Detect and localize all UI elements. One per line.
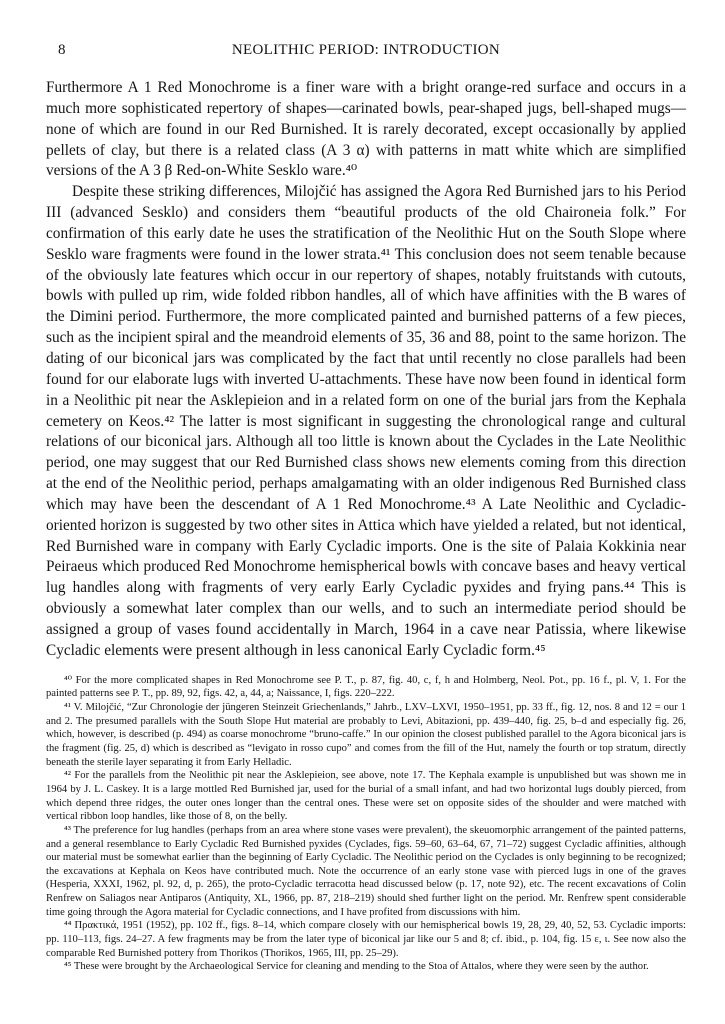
page-number: 8: [58, 42, 66, 58]
footnote-43: ⁴³ The preference for lug handles (perhaps from an area where stone vases were prevalent), the skeuomorphic arrangement of the painted patterns, and a general resemblance to Early Cycladic Red Burnished pyxides (Cyclades, figs. 59–60, 63–64, 67, 71–72) suggest Cycladic affinities, although our material must be somewhat earlier than the beginning of Early Cycladic. The Neolithic period on the Cyclades is only beginning to be recognized; the excavations at Kephala on Keos have contributed much. Note the occurrence of an early stone vase with pierced lugs in one of the graves (Hesperia, XXXI, 1962, pl. 92, d, p. 265), the proto-Cycladic terracotta head discussed below (p. 17, note 92), etc. The recent excavations of Colin Renfrew on Saliagos near Antiparos (Antiquity, XL, 1966, pp. 87, 218–219) should shed further light on the period. Mr. Renfrew spent considerable time going through the Agora material for Cycladic connections, and I have profited from discussions with him.: [46, 824, 686, 918]
page-header: [46, 42, 686, 66]
footnote-42: ⁴² For the parallels from the Neolithic pit near the Asklepieion, see above, note 17. The Kephala example is unpublished but was shown me in 1964 by J. L. Caskey. It is a large mottled Red Burnished jar, used for the burial of a small infant, and had two horizontal lugs doubly pierced, from which depend three ridges, the outer ones longer than the central ones. These were set on opposite sides of the shoulder and were matched with vertical ribbon loop handles, like those of 8, on the belly.: [46, 770, 686, 823]
footnote-41: ⁴¹ V. Milojčić, “Zur Chronologie der jüngeren Steinzeit Griechenlands,” Jahrb., LXV–LXVI, 1950–1951, pp. 33 ff., fig. 12, nos. 8 and 12 = our 1 and 2. The presumed parallels with the South Slope Hut material are probably to Levi, Abitazioni, pp. 439–440, fig. 25, b–d and especially fig. 26, which, however, is described (p. 494) as coarse monochrome “bruno-caffe.” In our opinion the closest published parallel to the Agora biconical jars is the fragment (fig. 25, d) which is described as “levigato in rosso cupo” and comes from the fill of the Hut, namely the fourth or top stratum, directly beneath the sterile layer separating it from Early Helladic.: [46, 701, 686, 768]
paragraph-2: Despite these striking differences, Milojčić has assigned the Agora Red Burnished jars to his Period III (advanced Sesklo) and considers them “beautiful products of the old Chaironeia folk.” For confirmation of this early date he uses the stratification of the Neolithic Hut on the South Slope where Sesklo ware fragments were found in the lower strata.⁴¹ This conclusion does not seem tenable because of the obviously late features which occur in our repertory of shapes, notably fruitstands with cutouts, bowls with pulled up rim, wide folded ribbon handles, all of which have affinities with the B wares of the Dimini period. Furthermore, the more complicated painted and burnished patterns of a few pieces, such as the incipient spiral and the meandroid elements of 35, 36 and 88, point to the same horizon. The dating of our biconical jars was complicated by the fact that until recently no close parallels had been found for our elaborate lugs with inverted U-attachments. These have now been found in identical form in a Neolithic pit near the Asklepieion and in a related form on one of the burial jars from the Kephala cemetery on Keos.⁴² The latter is most significant in suggesting the chronological range and cultural relations of our biconical jars. Although all too little is known about the Cyclades in the Late Neolithic period, one may suggest that our Red Burnished class shows new elements coming from this direction at the end of the Neolithic period, perhaps amalgamating with an older indigenous Red Burnished class which may have been the descendant of A 1 Red Monochrome.⁴³ A Late Neolithic and Cycladic-oriented horizon is suggested by two other sites in Attica which have yielded a related, but not identical, Red Burnished ware in company with Early Cycladic imports. One is the site of Palaia Kokkinia near Peiraeus which produced Red Monochrome hemispherical bowls with concave bases and heavy vertical lug handles along with fragments of very early Early Cycladic pyxides and frying pans.⁴⁴ This is obviously a somewhat later complex than our wells, and to such an intermediate period should be assigned a group of vases found accidentally in March, 1964 in a cave near Patissia, where likewise Cycladic elements were present although in less canonical Early Cycladic form.⁴⁵: [46, 183, 686, 659]
paragraph-1: Furthermore A 1 Red Monochrome is a finer ware with a bright orange-red surface and occurs in a much more sophisticated repertory of shapes—carinated bowls, pear-shaped jugs, bell-shaped mugs—none of which are found in our Red Burnished. It is rarely decorated, except occasionally by applied pellets of clay, but there is a related class (A 3 α) with patterns in matt white which are simplified versions of the A 3 β Red-on-White Sesklo ware.⁴⁰: [46, 79, 686, 180]
footnote-40: ⁴⁰ For the more complicated shapes in Red Monochrome see P. T., p. 87, fig. 40, c, f, h and Holmberg, Neol. Pot., pp. 16 f., pl. V, 1. For the painted patterns see P. T., pp. 89, 92, figs. 42, a, 44, a; Naissance, I, figs. 220–222.: [46, 674, 686, 700]
footnotes: [46, 674, 686, 974]
body-text: [46, 78, 686, 662]
footnote-44: ⁴⁴ Πρακτικά, 1951 (1952), pp. 102 ff., figs. 8–14, which compare closely with our hemispherical bowls 19, 28, 29, 40, 52, 53. Cycladic imports: pp. 110–113, figs. 24–27. A few fragments may be from the later type of biconical jar like our 5 and 8; cf. ibid., p. 104, fig. 15 ε, ι. See now also the comparable Red Burnished pottery from Thorikos (Thorikos, 1965, III, pp. 25–29).: [46, 920, 686, 959]
footnote-45: ⁴⁵ These were brought by the Archaeological Service for cleaning and mending to the Stoa of Attalos, where they were seen by the author.: [64, 961, 649, 973]
running-head: NEOLITHIC PERIOD: INTRODUCTION: [231, 42, 501, 58]
page: [46, 42, 686, 974]
